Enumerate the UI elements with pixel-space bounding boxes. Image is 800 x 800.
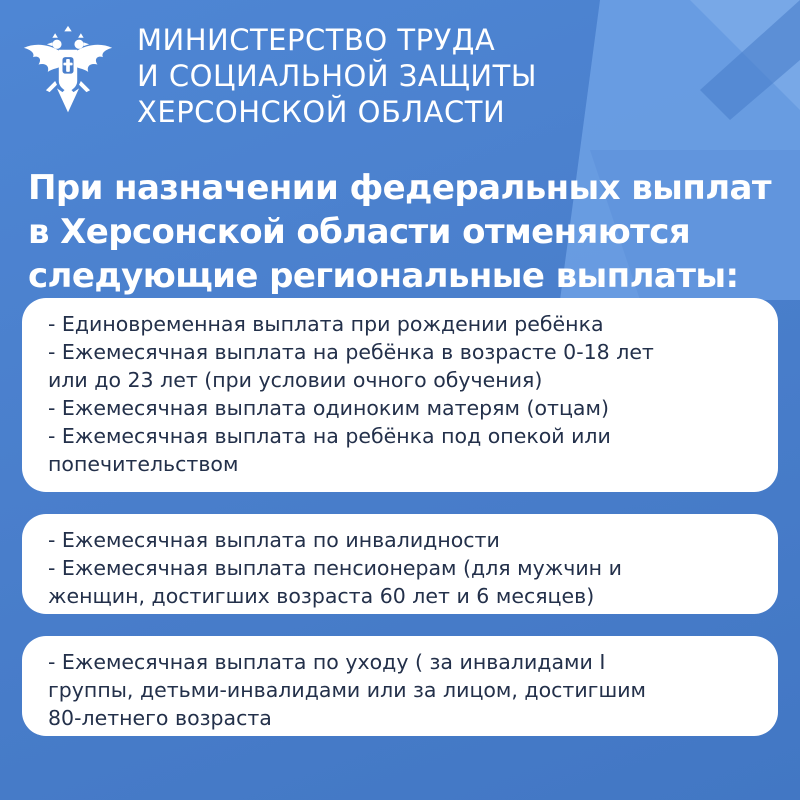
headline	[28, 166, 778, 298]
payment-item: - Ежемесячная выплата на ребёнка в возрасте 0-18 лет	[48, 340, 654, 364]
payment-item: - Ежемесячная выплата пенсионерам (для мужчин и	[48, 556, 622, 580]
payments-card-disability-pension	[22, 514, 778, 614]
payment-item: - Ежемесячная выплата одиноким матерям (отцам)	[48, 396, 609, 420]
payments-card-children	[22, 298, 778, 492]
payments-card-care	[22, 636, 778, 736]
headline-line: следующие региональные выплаты:	[28, 256, 739, 296]
payment-item: - Ежемесячная выплата по уходу ( за инвалидами I	[48, 650, 606, 674]
headline-line: в Херсонской области отменяются	[28, 212, 691, 252]
ministry-name-line: ХЕРСОНСКОЙ ОБЛАСТИ	[137, 95, 506, 129]
payment-item: женщин, достигших возраста 60 лет и 6 месяцев)	[48, 584, 595, 608]
payment-item: 80-летнего возраста	[48, 706, 272, 730]
headline-line: При назначении федеральных выплат	[28, 168, 771, 208]
payment-item: группы, детьми-инвалидами или за лицом, достигшим	[48, 678, 647, 702]
payment-item: - Единовременная выплата при рождении ребёнка	[48, 312, 604, 336]
double-headed-eagle-icon	[22, 24, 114, 116]
ministry-name-line: МИНИСТЕРСТВО ТРУДА	[137, 23, 496, 57]
payment-item: - Ежемесячная выплата по инвалидности	[48, 528, 500, 552]
payment-item: - Ежемесячная выплата на ребёнка под опекой или	[48, 424, 611, 448]
ministry-name	[137, 22, 537, 130]
ministry-name-line: И СОЦИАЛЬНОЙ ЗАЩИТЫ	[137, 59, 537, 93]
payment-item: попечительством	[48, 452, 239, 476]
payment-item: или до 23 лет (при условии очного обучения)	[48, 368, 543, 392]
